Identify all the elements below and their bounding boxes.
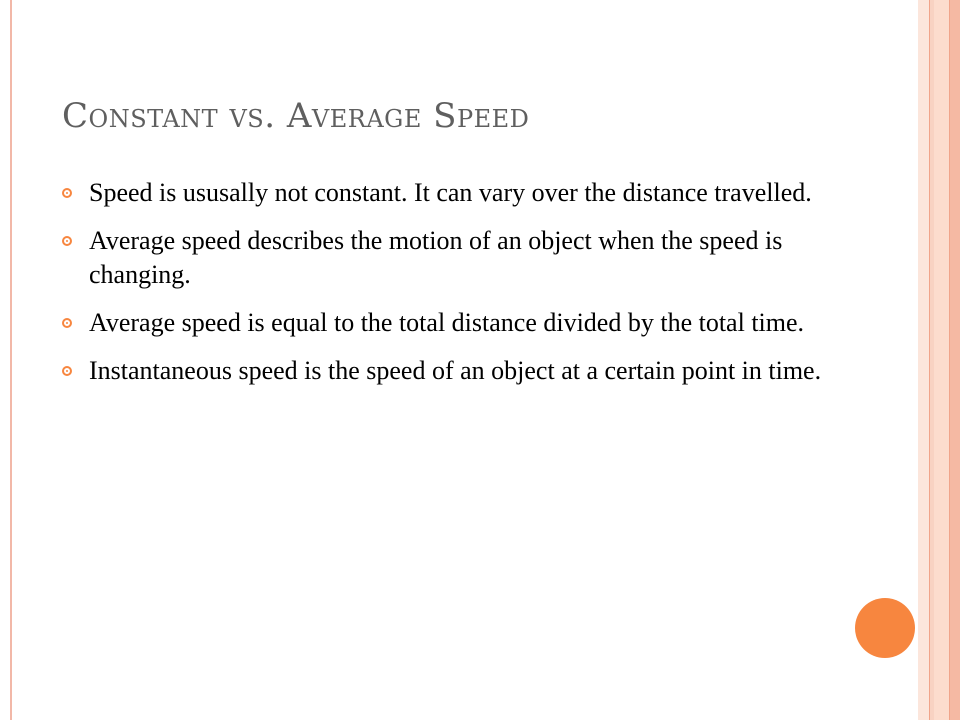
right-decorative-band [934, 0, 950, 720]
ring-bullet-icon [62, 366, 72, 376]
bullet-text: Average speed is equal to the total distance divided by the total time. [89, 308, 805, 337]
right-decorative-line [949, 0, 950, 720]
ring-bullet-icon [62, 318, 72, 328]
bullet-text: Instantaneous speed is the speed of an object at a certain point in time. [89, 356, 822, 385]
slide-title: Constant vs. Average Speed [62, 96, 530, 136]
right-decorative-line [929, 0, 930, 720]
bullet-item [62, 176, 842, 210]
ring-bullet-icon [62, 188, 72, 198]
bullet-text: Average speed describes the motion of an object when the speed is changing. [89, 226, 783, 289]
bullet-list [62, 176, 842, 402]
bullet-item [62, 354, 842, 388]
left-border-line [10, 0, 12, 720]
bullet-item [62, 224, 842, 292]
right-decorative-band [950, 0, 960, 720]
bullet-item [62, 306, 842, 340]
orange-circle-icon [855, 598, 915, 658]
ring-bullet-icon [62, 236, 72, 246]
bullet-text: Speed is ususally not constant. It can vary over the distance travelled. [89, 178, 812, 207]
